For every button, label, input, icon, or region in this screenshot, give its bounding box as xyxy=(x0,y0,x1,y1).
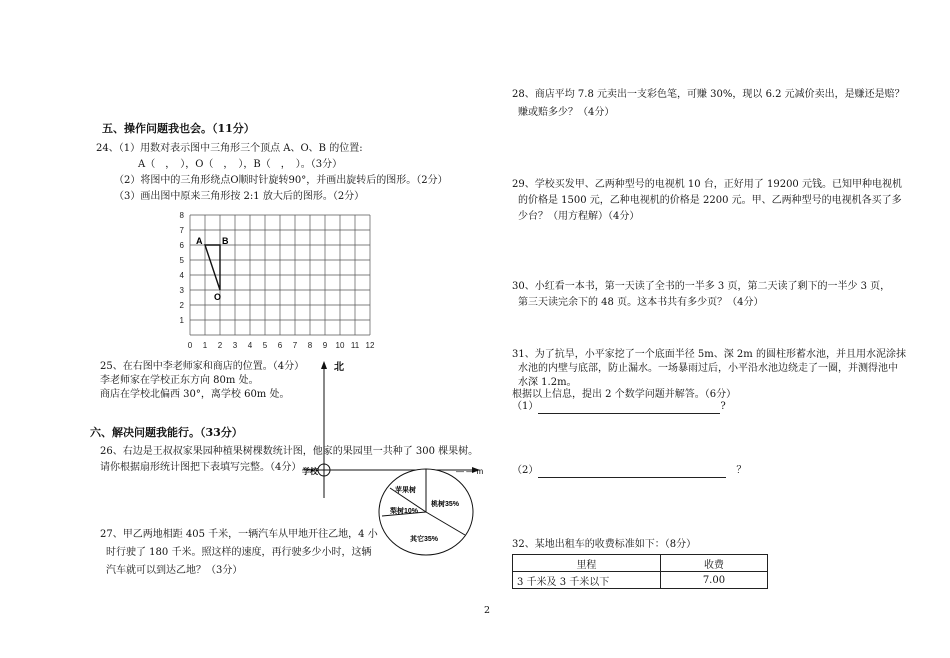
y-tick: 5 xyxy=(179,256,184,265)
section6-title: 六、解决问题我能行。（33分） xyxy=(90,426,243,439)
fare-table xyxy=(512,554,768,589)
q29-line3: 少台？（用方程解）（4分） xyxy=(518,211,640,222)
grid-lines xyxy=(190,215,370,335)
q29-line1: 29、学校买发甲、乙两种型号的电视机 10 台，正好用了 19200 元钱。已知甲种电视机 xyxy=(512,179,902,190)
x-tick: 5 xyxy=(262,341,268,350)
q31-answer1[interactable] xyxy=(512,400,726,414)
pie-chart xyxy=(376,468,480,560)
q24-line-a: A（ ， ），O（ ， ），B（ ， ）。（3分） xyxy=(138,159,343,170)
page-number: 2 xyxy=(484,605,491,616)
y-tick: 4 xyxy=(179,271,184,280)
table-cell-distance: 3 千米及 3 千米以下 xyxy=(513,572,661,589)
x-tick: 9 xyxy=(322,341,328,350)
x-tick: 6 xyxy=(277,341,283,350)
x-tick: 10 xyxy=(335,341,345,350)
y-tick: 2 xyxy=(179,301,184,310)
q29-line2: 的价格是 1500 元，乙种电视机的价格是 2200 元。甲、乙两种型号的电视机各买了多 xyxy=(518,195,902,206)
q24-intro: 24、（1）用数对表示图中三角形三个顶点 A、O、B 的位置: xyxy=(96,143,363,154)
x-tick: 4 xyxy=(247,341,253,350)
x-tick: 0 xyxy=(187,341,193,350)
x-tick: 1 xyxy=(202,341,208,350)
coordinate-grid xyxy=(166,206,382,352)
q28-line1: 28、商店平均 7.8 元卖出一支彩色笔，可赚 30%，现以 6.2 元减价卖出，是赚还是赔？ xyxy=(512,89,905,100)
q31-answer2-label: （2） xyxy=(512,465,539,476)
q28-line2: 赚或赔多少？（4分） xyxy=(518,107,615,118)
y-tick: 3 xyxy=(179,286,184,295)
q31-answer2-blank[interactable] xyxy=(538,466,726,478)
q31-answer2-end: ？ xyxy=(736,465,747,476)
y-tick: 7 xyxy=(179,226,184,235)
pie-label-other: 其它35% xyxy=(410,536,439,543)
x-tick: 3 xyxy=(232,341,238,350)
q26-line1: 26、右边是王叔叔家果园种植果树棵数统计图，他家的果园里一共种了 300 棵果树。 xyxy=(100,446,479,457)
x-tick: 2 xyxy=(217,341,223,350)
table-header-fare: 收费 xyxy=(660,555,767,572)
q25-line1: 25、在右图中李老师家和商店的位置。（4分） xyxy=(100,361,305,372)
q31-answer1-end: ? xyxy=(720,401,726,412)
q27-line1: 27、甲乙两地相距 405 千米，一辆汽车从甲地开往乙地，4 小 xyxy=(100,529,378,540)
q31-answer1-blank[interactable] xyxy=(538,402,720,414)
q25-line3: 商店在学校北偏西 30°，离学校 60m 处。 xyxy=(100,389,290,400)
x-tick: 8 xyxy=(307,341,313,350)
point-o-label: O xyxy=(214,292,222,302)
q25-line2: 李老师家在学校正东方向 80m 处。 xyxy=(100,375,259,386)
x-tick: 7 xyxy=(292,341,298,350)
q26-line2: 请你根据扇形统计图把下表填写完整。（4分） xyxy=(100,462,302,473)
pie-label-peach: 桃树35% xyxy=(431,501,460,508)
q32-title: 32、某地出租车的收费标准如下：（8分） xyxy=(512,539,697,550)
table-header-row xyxy=(513,555,768,572)
q31-answer1-label: （1） xyxy=(512,401,539,412)
north-label: 北 xyxy=(334,362,344,373)
q31-line4: 根据以上信息，提出 2 个数学问题并解答。（6分） xyxy=(512,389,737,400)
triangle-abo xyxy=(205,245,220,290)
section5-title: 五、操作问题我也会。（11分） xyxy=(102,122,255,135)
q31-line2: 水池的内壁与底部，防止漏水。一场暴雨过后，小平沿水池边绕走了一圈，并测得池中 xyxy=(518,363,898,374)
table-header-distance: 里程 xyxy=(513,555,661,572)
y-tick: 6 xyxy=(179,241,184,250)
q31-answer2[interactable] xyxy=(512,464,746,478)
q30-line1: 30、小红看一本书，第一天读了全书的一半多 3 页，第二天读了剩下的一半少 3 页， xyxy=(512,281,891,292)
table-cell-fare: 7.00 xyxy=(660,572,767,589)
point-b-label: B xyxy=(222,236,229,246)
y-tick: 1 xyxy=(179,316,184,325)
q31-line3: 水深 1.2m。 xyxy=(518,377,577,388)
pie-label-apple: 苹果树 xyxy=(395,487,416,494)
q27-line3: 汽车就可以到达乙地？（3分） xyxy=(106,565,243,576)
q30-line2: 第三天读完余下的 48 页。这本书共有多少页？（4分） xyxy=(518,297,764,308)
scale-label: — — m xyxy=(456,467,484,476)
q31-line1: 31、为了抗旱，小平家挖了一个底面半径 5m、深 2m 的圆柱形蓄水池，并且用水泥涂抹 xyxy=(512,349,906,360)
x-tick: 12 xyxy=(365,341,375,350)
table-row xyxy=(513,572,768,589)
pie-label-pear: 梨树10% xyxy=(390,508,419,515)
point-a-label: A xyxy=(196,236,203,246)
q24-part2: （2）将图中的三角形绕点O顺时针旋转90°，并画出旋转后的图形。（2分） xyxy=(114,175,448,186)
x-tick: 11 xyxy=(350,341,360,350)
q27-line2: 时行驶了 180 千米。照这样的速度，再行驶多少小时，这辆 xyxy=(106,547,372,558)
y-tick: 8 xyxy=(179,211,184,220)
school-label: 学校 xyxy=(302,467,318,476)
north-arrow-icon xyxy=(321,361,327,369)
q24-part3: （3）画出图中原来三角形按 2:1 放大后的图形。（2分） xyxy=(114,191,365,202)
